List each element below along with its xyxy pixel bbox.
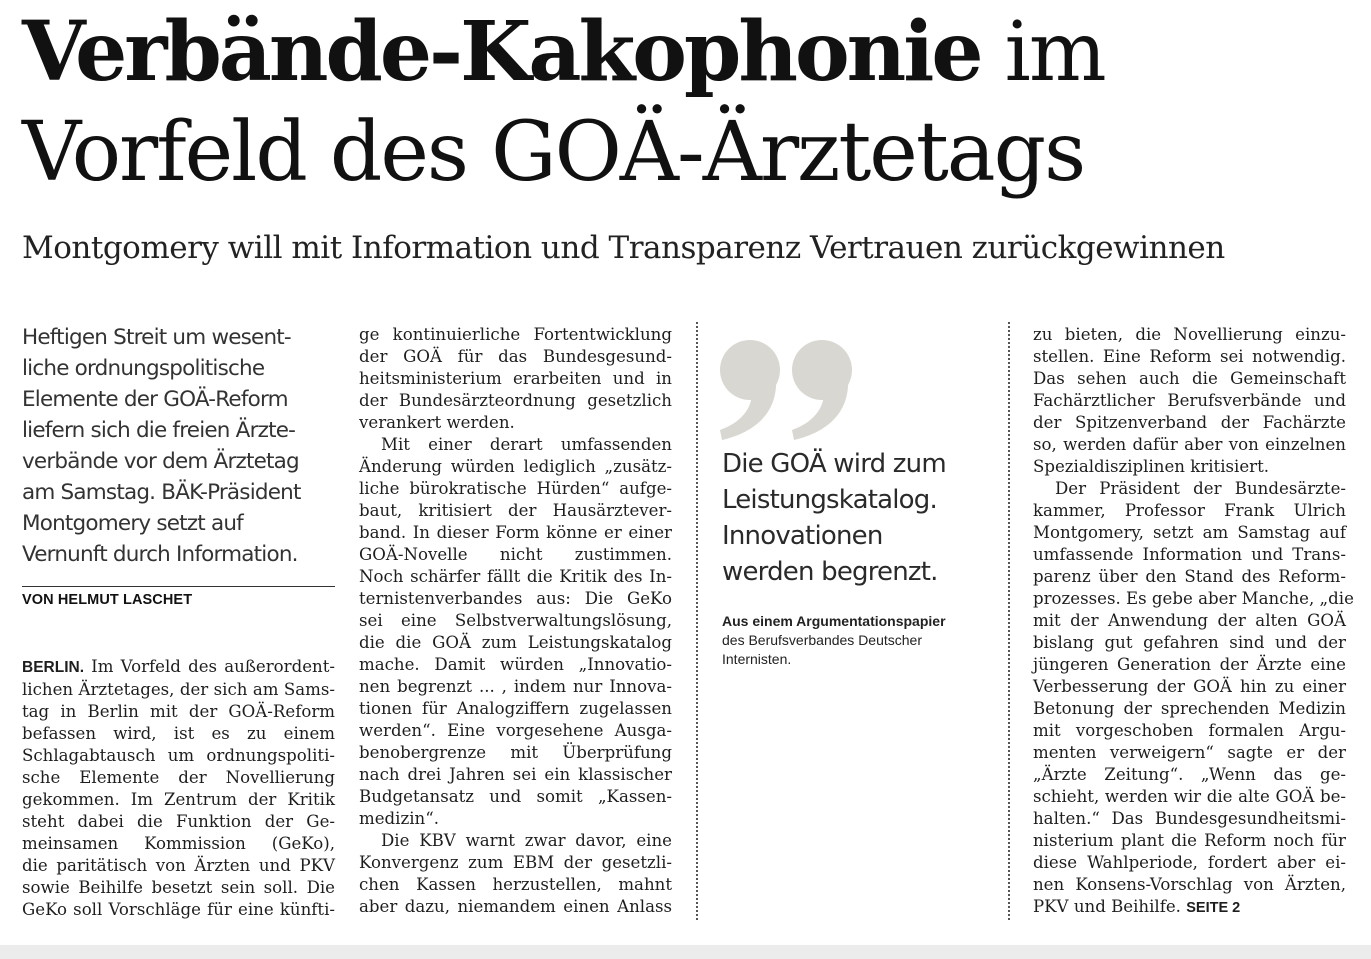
body-line: Das sehen auch die Gemeinschaft (1033, 369, 1346, 388)
lead-line: Vernunft durch Information. (22, 542, 298, 567)
body-line: Betonung der sprechenden Medizin (1033, 699, 1346, 718)
body-line: sei eine Selbstverwaltungslösung, (359, 611, 672, 630)
body-line: ternistenverbandes aus: Die GeKo (359, 589, 672, 608)
body-line: parenz über den Stand des Reform- (1033, 567, 1346, 586)
body-line: gekommen. Im Zentrum der Kritik (22, 790, 335, 809)
body-line: PKV und Beihilfe. SEITE 2 (1033, 897, 1241, 916)
body-line: der Bundesärzteordnung gesetzlich (359, 391, 672, 410)
body-line: GOÄ-Novelle nicht zustimmen. (359, 545, 672, 564)
body-line: nen Konsens-Vorschlag von Ärzten, (1033, 875, 1346, 894)
body-line: „Ärzte Zeitung“. „Wenn das ge- (1033, 765, 1346, 784)
headline-rest-2: Vorfeld des GOÄ-Ärztetags (22, 105, 1085, 200)
lead-line: am Samstag. BÄK-Präsident (22, 480, 301, 505)
lead-line: Heftigen Streit um wesent- (22, 325, 291, 350)
pull-quote-source-line: des Berufsverbandes Deutscher (722, 632, 922, 648)
body-column-1 (22, 656, 335, 921)
body-line: jüngeren Generation der Ärzte eine (1033, 655, 1346, 674)
body-line: meinsamen Kommission (GeKo), (22, 834, 335, 853)
body-line: nen begrenzt ... , indem nur Innova- (359, 677, 672, 696)
body-line: Budgetansatz und somit „Kassen- (359, 787, 672, 806)
headline (22, 2, 1352, 203)
body-line: Verbesserung der GOÄ hin zu einer (1033, 677, 1346, 696)
body-line: mache. Damit würden „Innovatio- (359, 655, 672, 674)
body-line: prozesses. Es gebe aber Manche, „die (1033, 589, 1354, 608)
body-column-4 (1033, 324, 1354, 919)
body-line: BERLIN. Im Vorfeld des außerordent- (22, 657, 335, 676)
body-line: sche Elemente der Novellierung (22, 768, 335, 787)
body-line: Konvergenz zum EBM der gesetzli- (359, 853, 672, 872)
body-line: nach drei Jahren sei ein klassischer (359, 765, 672, 784)
body-line: die paritätisch von Ärzten und PKV (22, 856, 335, 875)
body-line: medizin“. (359, 809, 439, 828)
lead-divider (22, 586, 335, 587)
body-line: werden“. Eine vorgesehene Ausga- (359, 721, 672, 740)
column-divider (696, 322, 698, 920)
body-line: bislang gut gefahren sind und der (1033, 633, 1346, 652)
body-line: Mit einer derart umfassenden (381, 435, 672, 454)
body-line: Schlagabtausch um ordnungspoliti- (22, 746, 335, 765)
body-line: tionen für Analogziffern zugelassen (359, 699, 672, 718)
body-line: Spezialdisziplinen kritisiert. (1033, 457, 1270, 476)
body-line: chen Kassen herzustellen, mahnt (359, 875, 672, 894)
pull-quote-line: Leistungskatalog. (722, 485, 937, 515)
body-line: so, werden dafür aber von einzelnen (1033, 435, 1346, 454)
body-line: die die GOÄ zum Leistungskatalog (359, 633, 672, 652)
column-divider (1008, 322, 1010, 920)
body-line: liche bürokratische Hürden“ aufge- (359, 479, 672, 498)
pull-quote-source-bold: Aus einem Argumentationspapier (722, 613, 946, 629)
body-line: mit vorgeschoben formalen Argu- (1033, 721, 1346, 740)
body-line: schieht, werden wir die alte GOÄ be- (1033, 787, 1346, 806)
body-line: halten.“ Das Bundesgesundheitsmi- (1033, 809, 1346, 828)
subheadline: Montgomery will mit Information und Transparenz Vertrauen zurückgewinnen (22, 230, 1225, 266)
body-line: GeKo soll Vorschläge für eine künfti- (22, 900, 335, 919)
lead-paragraph (22, 322, 332, 570)
body-line: nisterium plant die Reform noch für (1033, 831, 1346, 850)
body-line: Der Präsident der Bundesärzte- (1055, 479, 1346, 498)
pull-quote-source-line: Internisten. (722, 651, 792, 667)
body-line: umfassende Information und Trans- (1033, 545, 1346, 564)
body-line: Änderung würden lediglich „zusätz- (359, 457, 672, 476)
body-line: diese Wahlperiode, fordert aber ei- (1033, 853, 1346, 872)
body-line: sowie Beihilfe besetzt sein soll. Die (22, 878, 335, 897)
body-line: aber dazu, niemandem einen Anlass (359, 897, 672, 916)
body-line: der Spitzenverband der Fachärzte (1033, 413, 1346, 432)
pull-quote-line: Innovationen (722, 521, 883, 551)
body-line: heitsministerium erarbeiten und in (359, 369, 672, 388)
pull-quote-line: Die GOÄ wird zum (722, 449, 946, 479)
body-line: band. In dieser Form könne er einer (359, 523, 672, 542)
body-line: lichen Ärztetages, der sich am Sams- (22, 680, 335, 699)
lead-line: liefern sich die freien Ärzte- (22, 418, 296, 443)
body-line: Montgomery, setzt am Samstag auf (1033, 523, 1346, 542)
body-line: stellen. Eine Reform sei notwendig. (1033, 347, 1346, 366)
body-line: kammer, Professor Frank Ulrich (1033, 501, 1346, 520)
body-line: verankert werden. (359, 413, 515, 432)
body-line: benobergrenze mit Überprüfung (359, 743, 672, 762)
body-line: baut, kritisiert der Hausärztever- (359, 501, 672, 520)
quotation-mark-icon (716, 334, 864, 444)
lead-line: Montgomery setzt auf (22, 511, 243, 536)
body-line: befassen wird, ist es zu einem (22, 724, 335, 743)
headline-rest-1: im (980, 5, 1105, 100)
lead-line: liche ordnungspolitische (22, 356, 265, 381)
body-line: Noch schärfer fällt die Kritik des In- (359, 567, 672, 586)
page-bottom-band (0, 945, 1371, 959)
lead-line: Elemente der GOÄ-Reform (22, 387, 288, 412)
headline-bold: Verbände-Kakophonie (22, 4, 981, 100)
page-reference[interactable]: SEITE 2 (1186, 900, 1241, 916)
dateline: BERLIN. (22, 659, 84, 676)
body-column-2 (359, 324, 672, 918)
body-line: tag in Berlin mit der GOÄ-Reform (22, 702, 335, 721)
body-line: ge kontinuierliche Fortentwicklung (359, 325, 672, 344)
lead-line: verbände vor dem Ärztetag (22, 449, 299, 474)
body-line: menten verweigern“ sagte er der (1033, 743, 1346, 762)
body-line: zu bieten, die Novellierung einzu- (1033, 325, 1346, 344)
byline: VON HELMUT LASCHET (22, 592, 193, 608)
body-line: Die KBV warnt zwar davor, eine (381, 831, 672, 850)
body-line: steht dabei die Funktion der Ge- (22, 812, 335, 831)
body-line: der GOÄ für das Bundesgesund- (359, 347, 672, 366)
pull-quote-source (722, 612, 992, 669)
body-line: Fachärztlicher Berufsverbände und (1033, 391, 1346, 410)
body-line: mit der Anwendung der alten GOÄ (1033, 611, 1346, 630)
pull-quote-line: werden begrenzt. (722, 557, 938, 587)
pull-quote (722, 446, 992, 590)
